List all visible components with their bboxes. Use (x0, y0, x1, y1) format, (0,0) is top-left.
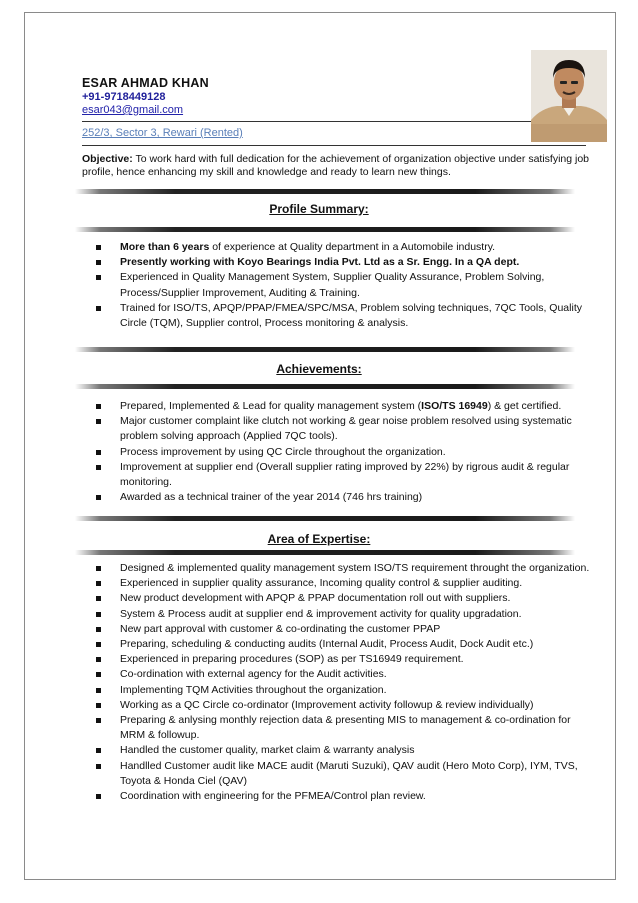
list-item: Improvement at supplier end (Overall supplier rating improved by 22%) by rigrous audit & regular monitoring. (96, 460, 592, 490)
candidate-name: ESAR AHMAD KHAN (82, 76, 209, 90)
list-item (96, 270, 592, 300)
item-bold: ISO/TS 16949 (421, 400, 488, 412)
list-item: Handled the customer quality, market claim & warranty analysis (96, 743, 592, 758)
achievements-list (96, 399, 592, 505)
item-text: ) & get certified. (487, 400, 562, 412)
list-item: Coordination with engineering for the PFMEA/Control plan review. (96, 789, 592, 804)
list-item: Handlled Customer audit like MACE audit (Maruti Suzuki), QAV audit (Hero Moto Corp), IYM, TVS, Toyota & Honda Ciel (QAV) (96, 759, 592, 789)
list-item: Awarded as a technical trainer of the year 2014 (746 hrs training) (96, 490, 592, 505)
list-item: Designed & implemented quality management system ISO/TS requirement throught the organization. (96, 561, 592, 576)
item-text: of experience at Quality department in a Automobile industry. (209, 241, 496, 253)
item-text: Trained for ISO/TS, APQP/PPAP/FMEA/SPC/MSA, Problem solving techniques, 7QC Tools, Quality Circle (TQM), Supplier control, Process monitoring & analysis. (120, 301, 582, 330)
section-divider (75, 227, 575, 232)
list-item: Experienced in preparing procedures (SOP) as per TS16949 requirement. (96, 652, 592, 667)
phone-number: +91-9718449128 (82, 91, 166, 103)
objective-label: Objective: (82, 153, 133, 165)
list-item: Preparing, scheduling & conducting audits (Internal Audit, Process Audit, Dock Audit etc.) (96, 637, 592, 652)
list-item: Co-ordination with external agency for the Audit activities. (96, 667, 592, 682)
list-item: Experienced in supplier quality assurance, Incoming quality control & supplier auditing. (96, 576, 592, 591)
item-text: Prepared, Implemented & Lead for quality management system ( (120, 400, 422, 412)
objective-statement (82, 153, 592, 179)
profile-summary-title: Profile Summary: (269, 202, 369, 216)
list-item: Implementing TQM Activities throughout the organization. (96, 683, 592, 698)
expertise-title: Area of Expertise: (267, 532, 371, 546)
list-item (96, 399, 592, 414)
list-item: Working as a QC Circle co-ordinator (Improvement activity followup & review individually) (96, 698, 592, 713)
section-divider (75, 550, 575, 555)
profile-summary-list (96, 240, 592, 331)
item-text: Experienced in Quality Management System, Supplier Quality Assurance, Problem Solving, Process/Supplier Improvement, Auditing & Training. (120, 271, 545, 299)
list-item: New part approval with customer & co-ordinating the customer PPAP (96, 622, 592, 637)
list-item (96, 255, 592, 270)
address-link[interactable]: 252/3, Sector 3, Rewari (Rented) (82, 127, 243, 139)
section-divider (75, 189, 575, 194)
item-bold: Presently working with Koyo Bearings India Pvt. Ltd as a Sr. Engg. In a QA dept. (120, 256, 520, 269)
list-item: Preparing & anlysing monthly rejection data & presenting MIS to management & co-ordination for MRM & followup. (96, 713, 592, 743)
expertise-list (96, 561, 592, 804)
list-item (96, 240, 592, 255)
achievements-title: Achievements: (276, 362, 362, 376)
item-bold: More than 6 years (120, 241, 210, 253)
section-divider (75, 516, 575, 521)
divider (82, 145, 586, 146)
email-link[interactable]: esar043@gmail.com (82, 104, 184, 116)
list-item (96, 301, 592, 331)
objective-text: To work hard with full dedication for the achievement of organization objective under satisfying job profile, hence enhancing my skill and knowledge and ready to learn new things. (82, 153, 590, 178)
list-item: New product development with APQP & PPAP documentation roll out with suppliers. (96, 591, 592, 606)
section-divider (75, 347, 575, 352)
profile-photo (531, 50, 607, 142)
list-item: Process improvement by using QC Circle throughout the organization. (96, 445, 592, 460)
section-divider (75, 384, 575, 389)
list-item: Major customer complaint like clutch not working & gear noise problem resolved using systematic problem solving approach (Applied 7QC tools). (96, 414, 592, 444)
divider (82, 121, 586, 122)
list-item: System & Process audit at supplier end & improvement activity for quality upgradation. (96, 607, 592, 622)
